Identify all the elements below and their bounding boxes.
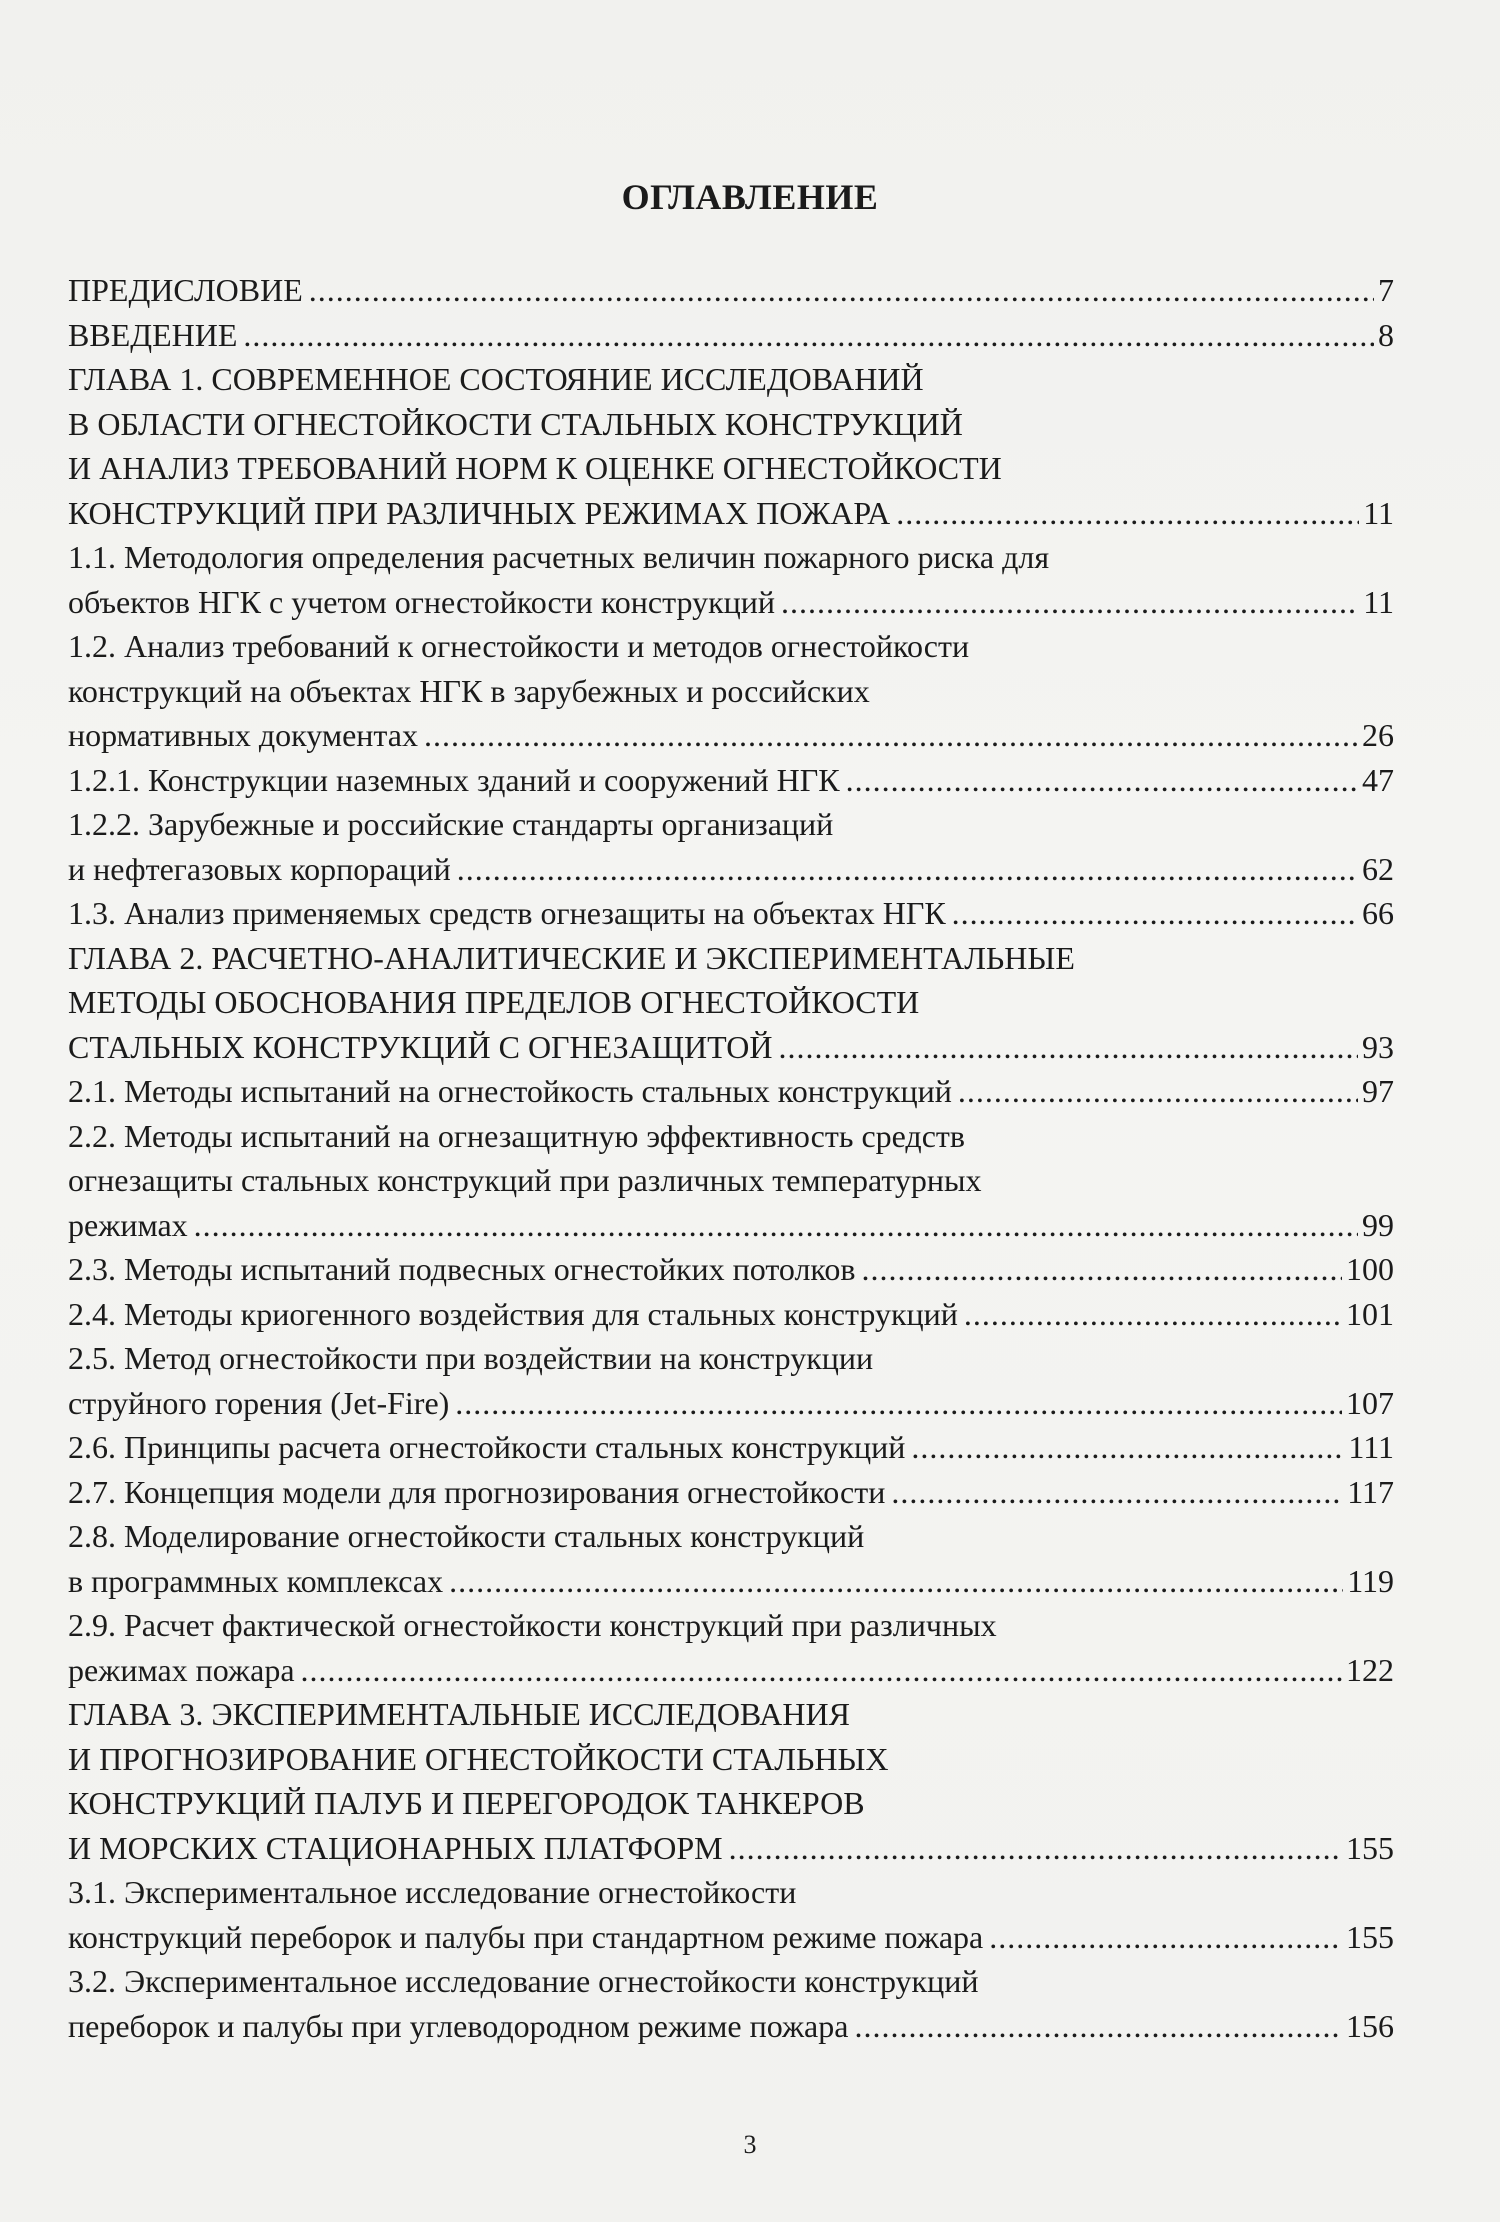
toc-leader-dots xyxy=(896,491,1359,536)
toc-entry-text: МЕТОДЫ ОБОСНОВАНИЯ ПРЕДЕЛОВ ОГНЕСТОЙКОСТИ xyxy=(68,984,920,1020)
toc-page-number: 11 xyxy=(1363,494,1394,531)
toc-leader-dots xyxy=(449,1559,1343,1604)
toc-leader-dots xyxy=(455,1381,1342,1426)
toc-line xyxy=(68,1648,1394,1693)
toc-entry-text: И ПРОГНОЗИРОВАНИЕ ОГНЕСТОЙКОСТИ СТАЛЬНЫХ xyxy=(68,1740,889,1777)
toc-page-number: 156 xyxy=(1346,2007,1394,2044)
toc-line xyxy=(68,402,1394,447)
toc-line xyxy=(68,1559,1394,1604)
toc-line xyxy=(68,2004,1394,2049)
toc-page-number: 26 xyxy=(1362,717,1394,753)
toc-entry-text: 3.1. Экспериментальное исследование огнестойкости xyxy=(68,1874,797,1910)
toc-page-number: 107 xyxy=(1346,1384,1394,1421)
toc-page-number: 97 xyxy=(1362,1073,1394,1109)
toc-entry-text: струйного горения (Jet-Fire) xyxy=(68,1384,450,1421)
toc-line xyxy=(68,1915,1394,1960)
toc-entry-text: 2.9. Расчет фактической огнестойкости конструкций при различных xyxy=(68,1607,997,1643)
toc-line xyxy=(68,1470,1394,1515)
toc-leader-dots xyxy=(911,1425,1344,1470)
toc-leader-dots xyxy=(424,713,1358,758)
toc-entry-text: 2.8. Моделирование огнестойкости стальных конструкций xyxy=(68,1518,865,1554)
toc-line xyxy=(68,1114,1394,1159)
toc-entry-text: 3.2. Экспериментальное исследование огнестойкости конструкций xyxy=(68,1963,979,1999)
toc-entry-text: ГЛАВА 1. СОВРЕМЕННОЕ СОСТОЯНИЕ ИССЛЕДОВАНИЙ xyxy=(68,361,924,397)
toc-entry-text: И МОРСКИХ СТАЦИОНАРНЫХ ПЛАТФОРМ xyxy=(68,1829,723,1866)
toc-page-number: 100 xyxy=(1346,1251,1394,1287)
toc-line xyxy=(68,1870,1394,1915)
toc-entry-text: 2.3. Методы испытаний подвесных огнестойких потолков xyxy=(68,1251,856,1287)
toc-line xyxy=(68,268,1394,313)
toc-leader-dots xyxy=(891,1470,1343,1515)
toc-line xyxy=(68,535,1394,580)
toc-entry-text: 1.2. Анализ требований к огнестойкости и методов огнестойкости xyxy=(68,628,970,664)
toc-entry-text: режимах пожара xyxy=(68,1651,295,1688)
toc-entry-text: 2.5. Метод огнестойкости при воздействии на конструкции xyxy=(68,1340,874,1376)
toc-line xyxy=(68,313,1394,358)
toc-page-number: 122 xyxy=(1346,1651,1394,1688)
toc-line xyxy=(68,1781,1394,1826)
toc-line xyxy=(68,1069,1394,1114)
toc-line xyxy=(68,1247,1394,1292)
toc-entry-text: режимах xyxy=(68,1206,188,1243)
toc-entry-text: 1.1. Методология определения расчетных величин пожарного риска для xyxy=(68,539,1050,575)
toc-line xyxy=(68,669,1394,714)
toc-entry-text: 2.2. Методы испытаний на огнезащитную эффективность средств xyxy=(68,1117,965,1154)
toc-page-number: 47 xyxy=(1362,761,1394,798)
toc-leader-dots xyxy=(861,1247,1342,1292)
toc-page-number: 11 xyxy=(1363,583,1394,620)
toc-entry-text: 1.2.2. Зарубежные и российские стандарты организаций xyxy=(68,806,834,842)
toc-leader-dots xyxy=(309,268,1374,313)
toc-entry-text: 2.6. Принципы расчета огнестойкости стальных конструкций xyxy=(68,1429,906,1465)
toc-page-number: 101 xyxy=(1346,1295,1394,1332)
toc-page-number: 119 xyxy=(1347,1562,1394,1599)
toc-leader-dots xyxy=(457,847,1358,892)
toc-entry-text: 2.4. Методы криогенного воздействия для стальных конструкций xyxy=(68,1295,958,1332)
toc-line xyxy=(68,1692,1394,1737)
toc-page-number: 8 xyxy=(1378,316,1394,353)
toc-line xyxy=(68,1203,1394,1248)
toc-line xyxy=(68,1959,1394,2004)
toc-entry-text: КОНСТРУКЦИЙ ПАЛУБ И ПЕРЕГОРОДОК ТАНКЕРОВ xyxy=(68,1785,865,1821)
toc-leader-dots xyxy=(243,313,1374,358)
toc-line xyxy=(68,847,1394,892)
toc-leader-dots xyxy=(729,1826,1342,1871)
toc-line xyxy=(68,1514,1394,1559)
toc-page-number: 155 xyxy=(1346,1829,1394,1866)
toc-page-number: 111 xyxy=(1348,1429,1394,1465)
toc-entry-text: огнезащиты стальных конструкций при различных температурных xyxy=(68,1162,982,1198)
toc-entry-text: ГЛАВА 2. РАСЧЕТНО-АНАЛИТИЧЕСКИЕ И ЭКСПЕРИМЕНТАЛЬНЫЕ xyxy=(68,939,1075,976)
toc-line xyxy=(68,624,1394,669)
toc-line xyxy=(68,802,1394,847)
toc-entry-text: ПРЕДИСЛОВИЕ xyxy=(68,272,303,308)
toc-entry-text: нормативных документах xyxy=(68,717,418,753)
toc-entry-text: в программных комплексах xyxy=(68,1562,444,1599)
toc-entry-text: и нефтегазовых корпораций xyxy=(68,850,451,887)
toc-line xyxy=(68,1381,1394,1426)
toc-entry-text: СТАЛЬНЫХ КОНСТРУКЦИЙ С ОГНЕЗАЩИТОЙ xyxy=(68,1028,773,1065)
toc-line xyxy=(68,1737,1394,1782)
toc-line xyxy=(68,1603,1394,1648)
toc-line xyxy=(68,713,1394,758)
toc-line xyxy=(68,936,1394,981)
toc-entry-text: объектов НГК с учетом огнестойкости конструкций xyxy=(68,583,775,620)
toc-leader-dots xyxy=(952,891,1358,936)
toc-line xyxy=(68,891,1394,936)
toc-page-number: 117 xyxy=(1347,1473,1394,1510)
toc-line xyxy=(68,580,1394,625)
toc-entry-text: 1.3. Анализ применяемых средств огнезащиты на объектах НГК xyxy=(68,895,946,931)
toc-entry-text: переборок и палубы при углеводородном режиме пожара xyxy=(68,2007,849,2044)
toc-leader-dots xyxy=(958,1069,1358,1114)
toc-line xyxy=(68,758,1394,803)
toc-line xyxy=(68,1292,1394,1337)
toc-entry-text: В ОБЛАСТИ ОГНЕСТОЙКОСТИ СТАЛЬНЫХ КОНСТРУКЦИЙ xyxy=(68,405,963,442)
toc-leader-dots xyxy=(194,1203,1358,1248)
toc-leader-dots xyxy=(989,1915,1342,1960)
toc-line xyxy=(68,491,1394,536)
page-title: ОГЛАВЛЕНИЕ xyxy=(621,177,879,217)
toc-line xyxy=(68,980,1394,1025)
toc-entry-text: ГЛАВА 3. ЭКСПЕРИМЕНТАЛЬНЫЕ ИССЛЕДОВАНИЯ xyxy=(68,1696,850,1732)
toc-page-number: 7 xyxy=(1378,272,1394,308)
toc-leader-dots xyxy=(854,2004,1342,2049)
toc-page-number: 62 xyxy=(1362,850,1394,887)
toc-page-number: 99 xyxy=(1362,1206,1394,1243)
toc-line xyxy=(68,1826,1394,1871)
table-of-contents xyxy=(68,268,1394,2048)
toc-entry-text: КОНСТРУКЦИЙ ПРИ РАЗЛИЧНЫХ РЕЖИМАХ ПОЖАРА xyxy=(68,494,891,531)
toc-page-number: 93 xyxy=(1362,1028,1394,1065)
toc-entry-text: 1.2.1. Конструкции наземных зданий и сооружений НГК xyxy=(68,761,840,798)
toc-entry-text: И АНАЛИЗ ТРЕБОВАНИЙ НОРМ К ОЦЕНКЕ ОГНЕСТОЙКОСТИ xyxy=(68,450,1002,486)
toc-entry-text: 2.7. Концепция модели для прогнозирования огнестойкости xyxy=(68,1473,886,1510)
toc-leader-dots xyxy=(781,580,1359,625)
toc-line xyxy=(68,1336,1394,1381)
toc-entry-text: конструкций на объектах НГК в зарубежных и российских xyxy=(68,672,870,709)
toc-leader-dots xyxy=(778,1025,1358,1070)
toc-leader-dots xyxy=(964,1292,1342,1337)
toc-line xyxy=(68,1425,1394,1470)
toc-page-number: 66 xyxy=(1362,895,1394,931)
toc-entry-text: 2.1. Методы испытаний на огнестойкость стальных конструкций xyxy=(68,1073,952,1109)
toc-line xyxy=(68,1158,1394,1203)
toc-entry-text: ВВЕДЕНИЕ xyxy=(68,316,238,353)
toc-line xyxy=(68,357,1394,402)
toc-entry-text: конструкций переборок и палубы при стандартном режиме пожара xyxy=(68,1918,984,1955)
toc-page-number: 155 xyxy=(1346,1918,1394,1955)
toc-line xyxy=(68,1025,1394,1070)
toc-leader-dots xyxy=(846,758,1358,803)
toc-line xyxy=(68,446,1394,491)
toc-leader-dots xyxy=(301,1648,1342,1693)
page-number: 3 xyxy=(743,2130,757,2159)
